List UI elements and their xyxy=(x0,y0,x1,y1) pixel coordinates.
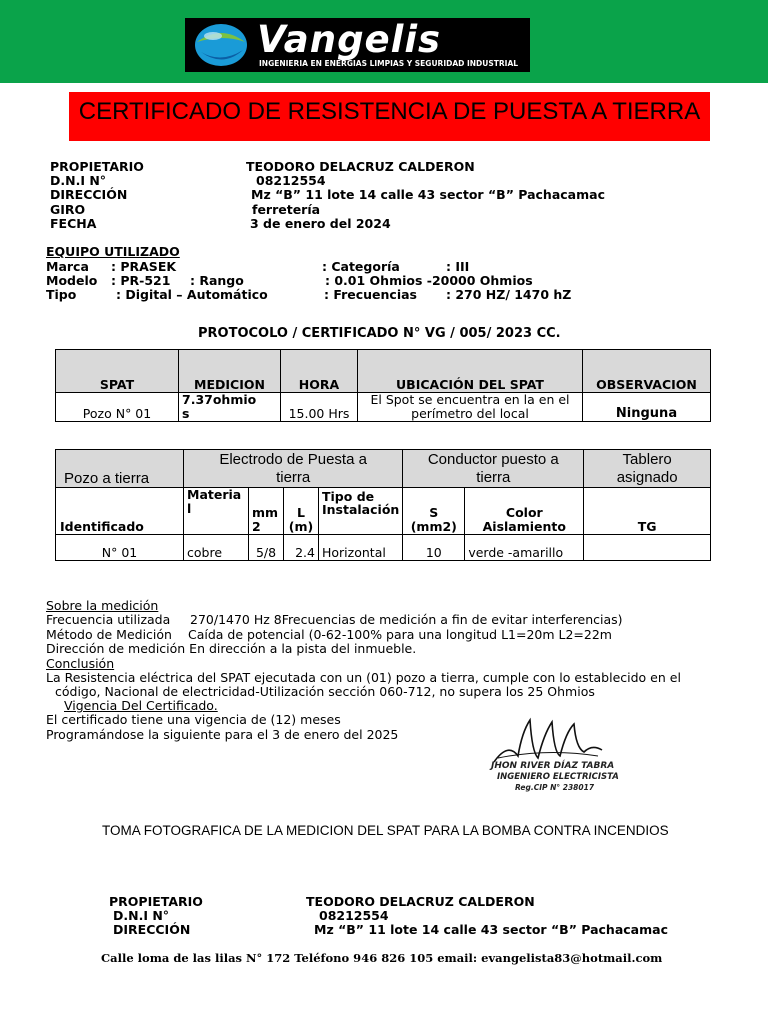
spat-measurement-table xyxy=(55,349,711,422)
measurement-heading: Sobre la medición xyxy=(46,598,159,613)
header-pozo: Pozo a tierra xyxy=(56,450,184,488)
tipo-line1: Tipo de xyxy=(322,489,375,504)
s-line2: (mm2) xyxy=(410,519,457,534)
frequency-label: : Frecuencias xyxy=(324,287,417,302)
sub-l xyxy=(284,488,319,535)
sub-color xyxy=(465,488,584,535)
conclusion-line2: código, Nacional de electricidad-Utilización sección 060-712, no supera los 25 Ohmios xyxy=(55,684,595,699)
protocol-number: PROTOCOLO / CERTIFICADO N° VG / 005/ 2023 CC. xyxy=(198,326,561,341)
date-value: 3 de enero del 2024 xyxy=(250,216,391,231)
sub-tg: TG xyxy=(584,488,711,535)
table-row xyxy=(56,535,711,561)
logo-tagline: INGENIERIA EN ENERGIAS LIMPIAS Y SEGURIDAD INDUSTRIAL xyxy=(259,59,519,68)
brand-value: : PRASEK xyxy=(111,259,177,274)
s-line1: S xyxy=(429,505,439,520)
cell-medicion xyxy=(179,393,281,422)
range-value: : 0.01 Ohmios -20000 Ohmios xyxy=(325,273,533,288)
col-header-observacion: OBSERVACION xyxy=(583,350,711,393)
validity-heading: Vigencia Del Certificado. xyxy=(64,698,218,713)
category-label: : Categoría xyxy=(322,259,400,274)
header-tablero xyxy=(584,450,711,488)
col-header-medicion: MEDICION xyxy=(179,350,281,393)
type-value: : Digital – Automático xyxy=(116,287,268,302)
conductor-line2: tierra xyxy=(476,469,511,486)
ubicacion-line1: El Spot se encuentra en la en el xyxy=(370,392,570,407)
engineer-registration: Reg.CIP N° 238017 xyxy=(515,783,595,792)
tablero-line1: Tablero xyxy=(622,450,672,468)
col-header-ubicacion: UBICACIÓN DEL SPAT xyxy=(358,350,583,393)
medicion-line1: 7.37ohmio xyxy=(182,392,257,407)
owner-value: TEODORO DELACRUZ CALDERON xyxy=(246,159,475,174)
col-header-hora: HORA xyxy=(281,350,358,393)
frequency-note-text: 270/1470 Hz 8Frecuencias de medición a fin de evitar interferencias) xyxy=(190,612,623,627)
model-label: Modelo xyxy=(46,273,98,288)
globe-logo-icon xyxy=(193,22,249,68)
sub-mm xyxy=(249,488,284,535)
address-label: DIRECCIÓN xyxy=(50,187,128,202)
color-line1: Color xyxy=(505,505,543,520)
color-line2: Aislamiento xyxy=(482,519,566,534)
cell-spat: Pozo N° 01 xyxy=(56,393,179,422)
conclusion-line1: La Resistencia eléctrica del SPAT ejecutada con un (01) pozo a tierra, cumple con lo establecido en el xyxy=(46,670,681,685)
cell-material: cobre xyxy=(184,535,249,561)
validity-line1: El certificado tiene una vigencia de (12) meses xyxy=(46,712,341,727)
material-line1: Materia xyxy=(187,487,242,502)
method-note-label: Método de Medición xyxy=(46,627,172,642)
brand-label: Marca xyxy=(46,259,89,274)
category-value: : III xyxy=(446,259,470,274)
owner2-value: TEODORO DELACRUZ CALDERON xyxy=(306,894,535,909)
company-logo xyxy=(185,18,530,72)
validity-line2: Programándose la siguiente para el 3 de enero del 2025 xyxy=(46,727,399,742)
title-box xyxy=(69,92,710,141)
l-line2: (m) xyxy=(288,519,314,534)
mm-line2: 2 xyxy=(252,519,261,534)
ubicacion-line2: perímetro del local xyxy=(411,406,529,421)
electrodo-line1: Electrodo de Puesta a xyxy=(219,450,367,468)
dni2-label: D.N.I N° xyxy=(113,908,170,923)
sub-material xyxy=(184,488,249,535)
cell-identificado: N° 01 xyxy=(56,535,184,561)
method-note-text: Caída de potencial (0-62-100% para una longitud L1=20m L2=22m xyxy=(188,627,612,642)
l-line1: L xyxy=(297,505,305,520)
cell-hora: 15.00 Hrs xyxy=(281,393,358,422)
dni-label: D.N.I N° xyxy=(50,173,107,188)
address-value: Mz “B” 11 lote 14 calle 43 sector “B” Pachacamac xyxy=(251,187,605,202)
cell-observacion: Ninguna xyxy=(583,393,711,422)
direction-note: Dirección de medición En dirección a la pista del inmueble. xyxy=(46,641,417,656)
engineer-name: JHON RIVER DÍAZ TABRA xyxy=(491,761,615,771)
cell-tg xyxy=(584,535,711,561)
electrodo-line2: tierra xyxy=(276,468,311,486)
medicion-line2: s xyxy=(182,406,190,421)
frequency-note-label: Frecuencia utilizada xyxy=(46,612,171,627)
conclusion-heading: Conclusión xyxy=(46,656,115,671)
dni-value: 08212554 xyxy=(256,173,326,188)
tipo-line2: Instalación xyxy=(322,502,400,517)
document-title: CERTIFICADO DE RESISTENCIA DE PUESTA A TIERRA xyxy=(78,98,701,125)
material-line2: l xyxy=(187,501,192,516)
header-conductor xyxy=(403,450,584,488)
cell-color: verde -amarillo xyxy=(465,535,584,561)
footer-contact: Calle loma de las lilas N° 172 Teléfono 946 826 105 email: evangelista83@hotmail.com xyxy=(101,951,663,965)
sub-tipo xyxy=(319,488,403,535)
conductor-line1: Conductor puesto a xyxy=(427,451,559,468)
frequency-value: : 270 HZ/ 1470 hZ xyxy=(446,287,572,302)
header-electrodo xyxy=(184,450,403,488)
cell-l: 2.4 xyxy=(284,535,319,561)
type-label: Tipo xyxy=(46,287,77,302)
engineer-title: INGENIERO ELECTRICISTA xyxy=(497,772,619,782)
cell-mm: 5/8 xyxy=(249,535,284,561)
giro-label: GIRO xyxy=(50,202,86,217)
sub-s xyxy=(403,488,465,535)
equipment-heading: EQUIPO UTILIZADO xyxy=(46,244,180,259)
giro-value: ferretería xyxy=(252,202,321,217)
grounding-details-table xyxy=(55,449,711,561)
cell-s: 10 xyxy=(403,535,465,561)
owner2-label: PROPIETARIO xyxy=(109,894,203,909)
cell-tipo: Horizontal xyxy=(319,535,403,561)
cell-ubicacion xyxy=(358,393,583,422)
owner-label: PROPIETARIO xyxy=(50,159,144,174)
sub-identificado: Identificado xyxy=(56,488,184,535)
photo-caption: TOMA FOTOGRAFICA DE LA MEDICION DEL SPAT PARA LA BOMBA CONTRA INCENDIOS xyxy=(102,823,669,838)
col-header-spat: SPAT xyxy=(56,350,179,393)
mm-line1: mm xyxy=(252,505,279,520)
address2-value: Mz “B” 11 lote 14 calle 43 sector “B” Pachacamac xyxy=(314,922,668,937)
tablero-line2: asignado xyxy=(616,468,678,486)
table-row xyxy=(56,393,711,422)
logo-wordmark: Vangelis xyxy=(257,18,442,61)
signature-icon xyxy=(488,712,608,768)
address2-label: DIRECCIÓN xyxy=(113,922,191,937)
range-label: : Rango xyxy=(190,273,244,288)
model-value: : PR-521 xyxy=(111,273,171,288)
dni2-value: 08212554 xyxy=(319,908,389,923)
date-label: FECHA xyxy=(50,216,97,231)
